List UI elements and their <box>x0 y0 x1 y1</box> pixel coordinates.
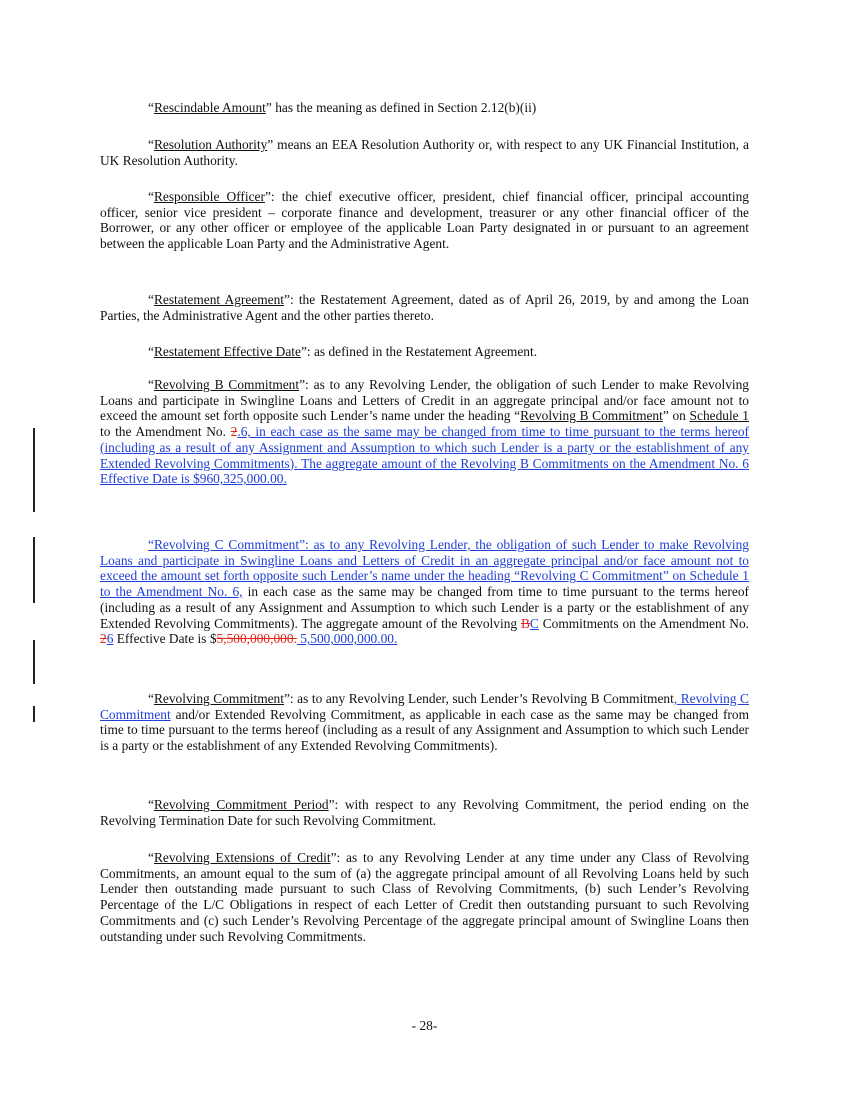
definition-text: ” means an EEA Resolution Authority or, with respect to any UK Financial Institution, a UK Resolution Authority. <box>100 137 749 168</box>
definition-restatement-agreement <box>100 292 749 323</box>
quote-open: “ <box>148 691 154 706</box>
defined-term: Responsible Officer <box>153 189 265 204</box>
change-bar <box>33 428 35 512</box>
definition-text: ”: as defined in the Restatement Agreement. <box>300 344 538 359</box>
definition-revolving-commitment-period <box>100 797 749 828</box>
defined-term: Revolving Extensions of Credit <box>153 850 331 865</box>
quote-open: “ <box>148 797 154 812</box>
change-bar <box>33 706 35 722</box>
defined-term: Restatement Effective Date <box>153 344 301 359</box>
change-bar <box>33 640 35 684</box>
quote-open: “ <box>148 189 154 204</box>
definition-revolving-extensions-of-credit <box>100 850 749 944</box>
page-number: - 28- <box>411 1018 438 1033</box>
quote-open: “ <box>148 850 154 865</box>
definition-text: to the Amendment No. <box>100 424 231 440</box>
inserted-text: “Revolving C Commitment”: as to any Revolving Lender, the obligation of such Lender to make Revolving Loans and participate in Swingline Loans and Letters of Credit in an aggregate principal and/or face amount not to exceed the amount set forth opposite such Lender’s name under the heading “Revolving C Commitment” on Schedule 1 to the Amendment No. 6, <box>100 537 749 600</box>
defined-term: Revolving Commitment Period <box>153 797 329 812</box>
inserted-text: 6 <box>106 631 114 647</box>
defined-term-reference: Revolving B Commitment <box>520 408 663 424</box>
definition-text: Commitments on the Amendment No. <box>538 615 749 631</box>
inserted-text: 5,500,000,000.00. <box>296 631 398 647</box>
definition-text: ” has the meaning as defined in Section 2.12(b)(ii) <box>265 100 537 115</box>
definition-resolution-authority <box>100 137 749 168</box>
defined-term: Revolving Commitment <box>153 691 284 706</box>
inserted-text: .6, in each case as the same may be changed from time to time pursuant to the terms hereof (including as a result of any Assignment and Assumption to which such Lender is a party or the establishment of any Extended Revolving Commitments). The aggregate amount of the Revolving B Commitments on the Amendment No. 6 Effective Date is $960,325,000.00. <box>100 424 750 487</box>
deleted-text: 5,500,000,000. <box>216 631 297 647</box>
definition-text: ” on <box>662 408 690 424</box>
deleted-text: B <box>520 615 530 631</box>
inserted-text: , Revolving C Commitment <box>100 691 749 722</box>
definition-text: ”: with respect to any Revolving Commitment, the period ending on the Revolving Termination Date for such Revolving Commitment. <box>100 797 750 828</box>
definition-revolving-b-commitment <box>100 377 749 487</box>
definition-text: ”: as to any Revolving Lender, such Lender’s Revolving B Commitment <box>283 691 674 706</box>
definition-revolving-c-commitment <box>100 537 749 647</box>
definition-text: in each case as the same may be changed from time to time pursuant to the terms hereof (including as a result of any Assignment and Assumption to which such Lender is a party or the establishment of any Extended Revolving Commitments). The aggregate amount of the Revolving <box>100 584 749 631</box>
defined-term: Resolution Authority <box>153 137 268 152</box>
quote-open: “ <box>148 137 154 152</box>
quote-open: “ <box>148 344 154 359</box>
definition-responsible-officer <box>100 189 749 252</box>
inserted-text: C <box>529 615 539 631</box>
defined-term: Revolving B Commitment <box>153 377 300 392</box>
definition-text: Effective Date is $ <box>113 631 217 647</box>
schedule-reference: Schedule 1 <box>689 408 749 424</box>
deleted-text: 2 <box>100 631 107 647</box>
definition-revolving-commitment <box>100 691 749 754</box>
definition-restatement-effective-date <box>100 344 749 360</box>
defined-term: Rescindable Amount <box>153 100 266 115</box>
definition-text: ”: as to any Revolving Lender at any time under any Class of Revolving Commitments, an amount equal to the sum of (a) the aggregate principal amount of all Revolving Loans held by such Lender then outstanding made pursuant to such Class of Revolving Commitments, (b) such Lender’s Revolving Percentage of the L/C Obligations in respect of each Letter of Credit then outstanding pursuant to such Revolving Commitments and (c) such Lender’s Revolving Percentage of the aggregate principal amount of Swingline Loans then outstanding under such Revolving Commitments. <box>100 850 749 944</box>
quote-open: “ <box>148 100 154 115</box>
definition-text: ”: the chief executive officer, president, chief financial officer, principal accounting officer, senior vice president – corporate finance and development, treasurer or any other financial officer of the Borrower, or any other officer or employee of the applicable Loan Party designated in or pursuant to an agreement between the applicable Loan Party and the Administrative Agent. <box>100 189 749 252</box>
defined-term: Restatement Agreement <box>153 292 285 307</box>
deleted-text: 2 <box>230 424 238 440</box>
definition-text: ”: as to any Revolving Lender, the obligation of such Lender to make Revolving Loans and participate in Swingline Loans and Letters of Credit in an aggregate principal and/or face amount not to exceed the amount set forth opposite such Lender’s name under the heading “ <box>100 377 749 424</box>
definition-rescindable-amount <box>100 100 749 116</box>
definition-text: and/or Extended Revolving Commitment, as applicable in each case as the same may be changed from time to time pursuant to the terms hereof (including as a result of any Assignment and Assumption to which such Lender is a party or the establishment of any Extended Revolving Commitments). <box>100 706 749 754</box>
quote-open: “ <box>148 292 154 307</box>
definition-text: ”: the Restatement Agreement, dated as of April 26, 2019, by and among the Loan Parties, the Administrative Agent and the other parties thereto. <box>100 292 749 323</box>
quote-open: “ <box>148 377 154 392</box>
change-bar <box>33 537 35 603</box>
